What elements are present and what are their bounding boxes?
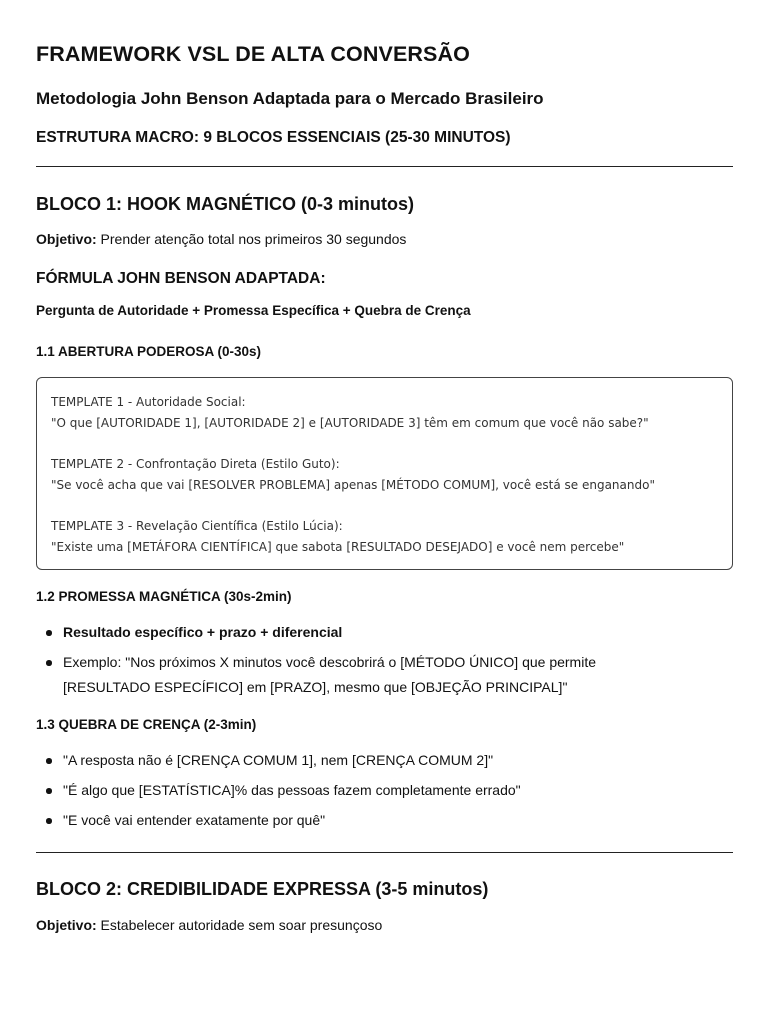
objective-text: Estabelecer autoridade sem soar presunçoso <box>96 917 383 933</box>
document-subtitle: Metodologia John Benson Adaptada para o Mercado Brasileiro <box>36 89 544 108</box>
macro-structure-heading: ESTRUTURA MACRO: 9 BLOCOS ESSENCIAIS (25-30 MINUTOS) <box>36 129 511 146</box>
template-1-label: TEMPLATE 1 - Autoridade Social: <box>51 395 246 409</box>
template-2-text: "Se você acha que vai [RESOLVER PROBLEMA] apenas [MÉTODO COMUM], você está se enganando" <box>51 478 655 492</box>
list-item: Resultado específico + prazo + diferencial <box>36 620 596 645</box>
formula-heading: FÓRMULA JOHN BENSON ADAPTADA: <box>36 270 326 287</box>
template-2-label: TEMPLATE 2 - Confrontação Direta (Estilo Guto): <box>51 457 340 471</box>
section-1-3-heading: 1.3 QUEBRA DE CRENÇA (2-3min) <box>36 717 257 732</box>
template-1-text: "O que [AUTORIDADE 1], [AUTORIDADE 2] e [AUTORIDADE 3] têm em comum que você não sabe?" <box>51 416 649 430</box>
templates-code-block <box>36 377 733 570</box>
divider <box>36 852 733 853</box>
list-item: "E você vai entender exatamente por quê" <box>36 808 521 833</box>
objective-label: Objetivo: <box>36 917 97 933</box>
list-item: "É algo que [ESTATÍSTICA]% das pessoas fazem completamente errado" <box>36 778 521 803</box>
list-item: "A resposta não é [CRENÇA COMUM 1], nem [CRENÇA COMUM 2]" <box>36 748 521 773</box>
template-3-text: "Existe uma [METÁFORA CIENTÍFICA] que sabota [RESULTADO DESEJADO] e você nem percebe" <box>51 540 625 554</box>
list-item-line: Exemplo: "Nos próximos X minutos você descobrirá o [MÉTODO ÚNICO] que permite <box>63 654 597 670</box>
section-1-1-heading: 1.1 ABERTURA PODEROSA (0-30s) <box>36 344 262 359</box>
list-item <box>36 650 596 700</box>
bloco-1-heading: BLOCO 1: HOOK MAGNÉTICO (0-3 minutos) <box>36 194 414 214</box>
objective-label: Objetivo: <box>36 231 97 247</box>
list-item-line: [RESULTADO ESPECÍFICO] em [PRAZO], mesmo que [OBJEÇÃO PRINCIPAL]" <box>63 679 568 695</box>
objective-text: Prender atenção total nos primeiros 30 segundos <box>96 231 407 247</box>
bloco-2-heading: BLOCO 2: CREDIBILIDADE EXPRESSA (3-5 minutos) <box>36 879 489 899</box>
document-title: FRAMEWORK VSL DE ALTA CONVERSÃO <box>36 42 470 66</box>
promessa-list <box>36 620 596 700</box>
bloco-1-objective <box>36 231 406 247</box>
template-3-label: TEMPLATE 3 - Revelação Científica (Estilo Lúcia): <box>51 519 343 533</box>
formula-text: Pergunta de Autoridade + Promessa Específica + Quebra de Crença <box>36 303 471 318</box>
divider <box>36 166 733 167</box>
bloco-2-objective <box>36 917 382 933</box>
crenca-list <box>36 748 521 833</box>
section-1-2-heading: 1.2 PROMESSA MAGNÉTICA (30s-2min) <box>36 589 292 604</box>
